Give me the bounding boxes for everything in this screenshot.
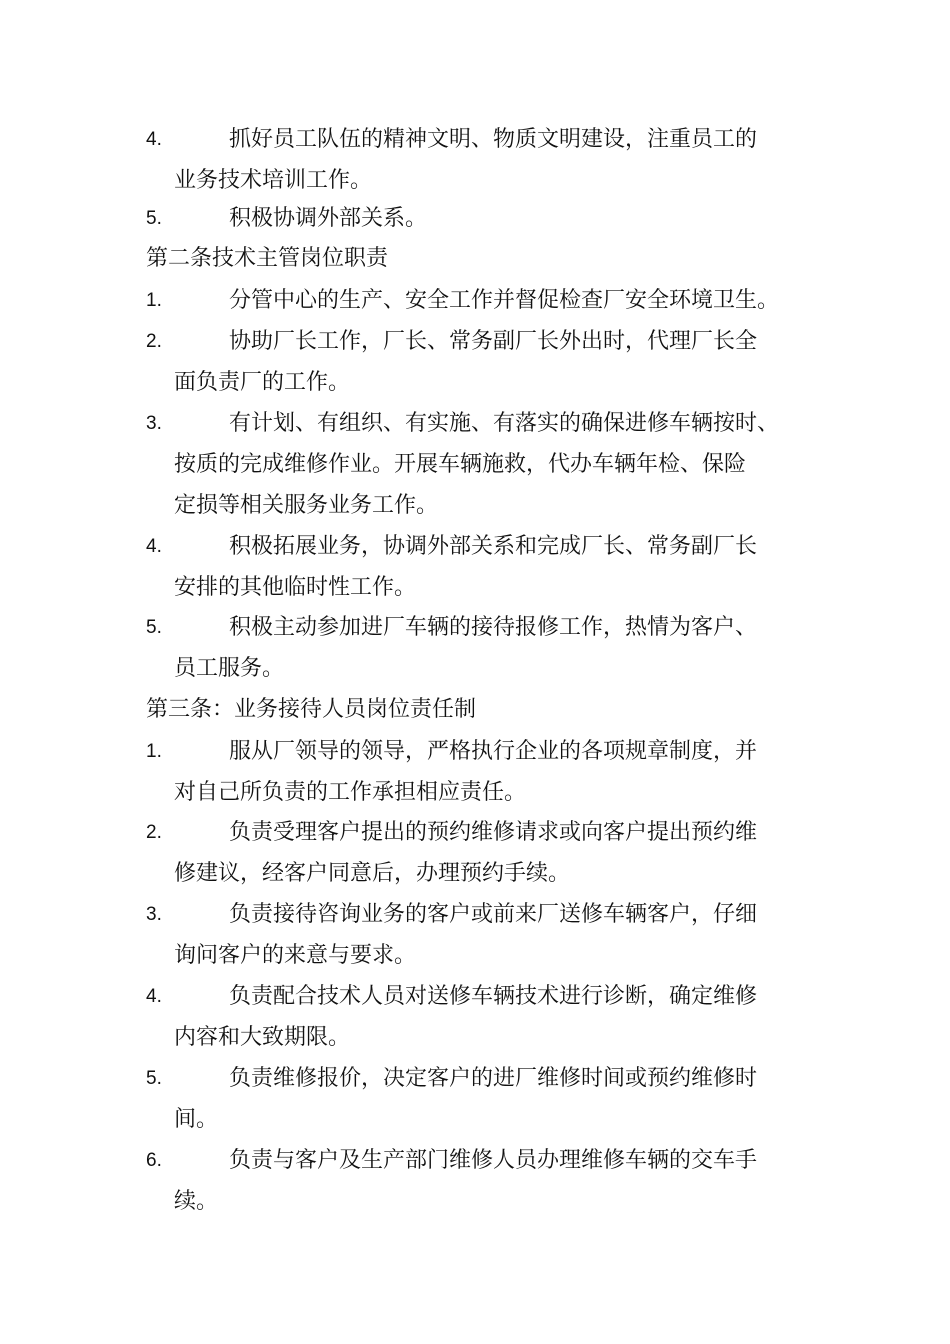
list-item-text: 负责维修报价，决定客户的进厂维修时间或预约维修时	[229, 1066, 758, 1091]
list-item-text: 服从厂领导的领导，严格执行企业的各项规章制度，并	[229, 739, 758, 764]
list-item-text: 询问客户的来意与要求。	[174, 943, 417, 968]
section-heading: 第二条技术主管岗位职责	[146, 246, 389, 271]
list-item-number: 2.	[146, 822, 162, 843]
list-item-text: 有计划、有组织、有实施、有落实的确保进修车辆按时、	[229, 411, 780, 436]
list-item-text: 安排的其他临时性工作。	[174, 575, 417, 600]
list-item-number: 6.	[146, 1150, 162, 1171]
list-item-number: 1.	[146, 290, 162, 311]
list-item-number: 5.	[146, 208, 162, 229]
list-item-text: 积极主动参加进厂车辆的接待报修工作，热情为客户、	[229, 615, 758, 640]
list-item-text: 负责接待咨询业务的客户或前来厂送修车辆客户，仔细	[229, 902, 758, 927]
list-item-text: 按质的完成维修作业。开展车辆施救，代办车辆年检、保险	[174, 452, 747, 477]
list-item-text: 抓好员工队伍的精神文明、物质文明建设，注重员工的	[229, 127, 758, 152]
list-item-text: 修建议，经客户同意后，办理预约手续。	[174, 861, 571, 886]
list-item-text: 负责配合技术人员对送修车辆技术进行诊断，确定维修	[229, 984, 758, 1009]
list-item-text: 负责与客户及生产部门维修人员办理维修车辆的交车手	[229, 1148, 758, 1173]
list-item-text: 积极协调外部关系。	[229, 206, 428, 231]
list-item-text: 定损等相关服务业务工作。	[174, 493, 439, 518]
list-item-text: 面负责厂的工作。	[174, 370, 351, 395]
list-item-text: 内容和大致期限。	[174, 1025, 351, 1050]
list-item-text: 续。	[174, 1189, 219, 1214]
list-item-number: 5.	[146, 617, 162, 638]
list-item-number: 1.	[146, 741, 162, 762]
list-item-text: 员工服务。	[174, 656, 285, 681]
list-item-text: 业务技术培训工作。	[174, 168, 373, 193]
list-item-number: 3.	[146, 413, 162, 434]
list-item-number: 5.	[146, 1068, 162, 1089]
list-item-text: 积极拓展业务，协调外部关系和完成厂长、常务副厂长	[229, 534, 758, 559]
list-item-text: 对自己所负责的工作承担相应责任。	[174, 780, 527, 805]
list-item-text: 间。	[174, 1107, 219, 1132]
list-item-text: 协助厂长工作，厂长、常务副厂长外出时，代理厂长全	[229, 329, 758, 354]
list-item-text: 负责受理客户提出的预约维修请求或向客户提出预约维	[229, 820, 758, 845]
list-item-number: 4.	[146, 986, 162, 1007]
list-item-number: 4.	[146, 536, 162, 557]
list-item-text: 分管中心的生产、安全工作并督促检查厂安全环境卫生。	[229, 288, 780, 313]
list-item-number: 4.	[146, 129, 162, 150]
list-item-number: 2.	[146, 331, 162, 352]
section-heading: 第三条：业务接待人员岗位责任制	[146, 697, 477, 722]
list-item-number: 3.	[146, 904, 162, 925]
